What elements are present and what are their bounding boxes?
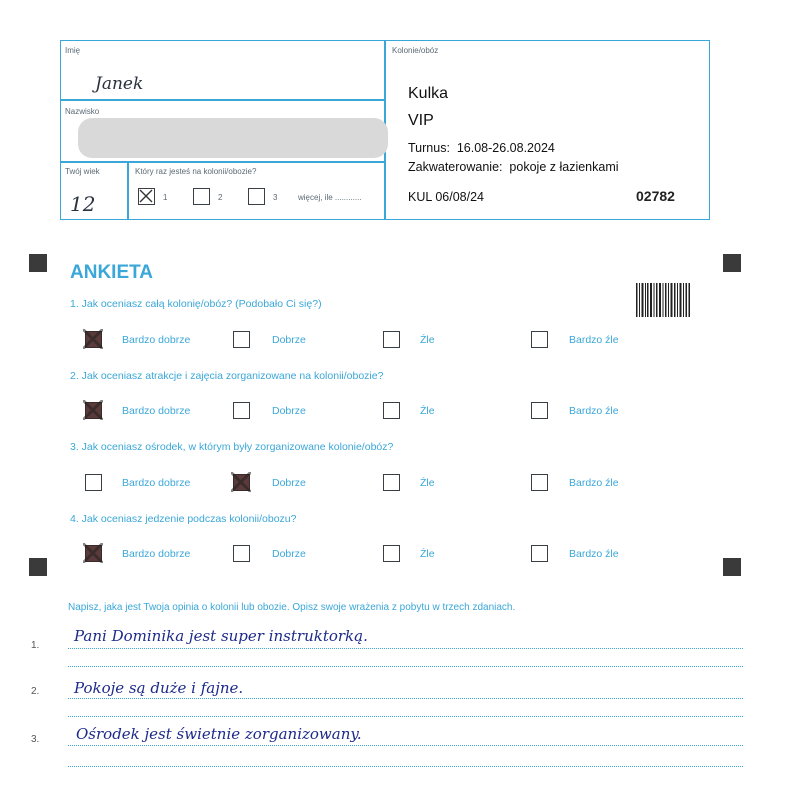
registration-marker	[29, 558, 47, 576]
camp-type: VIP	[408, 112, 434, 129]
imie-label: Imię	[65, 46, 81, 55]
answer-3[interactable]: Ośrodek jest świetnie zorganizowany.	[76, 725, 362, 743]
q2-option-label: Dobrze	[272, 405, 306, 417]
visit-checkbox-3[interactable]	[248, 188, 265, 205]
q1-option-label: Źle	[420, 334, 435, 346]
q1-bardzo-dobrze-checkbox[interactable]	[85, 331, 102, 348]
q1-dobrze-checkbox[interactable]	[233, 331, 250, 348]
camp-code: KUL 06/08/24	[408, 190, 484, 204]
survey-title: ANKIETA	[70, 262, 154, 283]
form-line	[60, 161, 385, 163]
line-number-3: 3.	[31, 734, 40, 745]
form-number: 02782	[636, 188, 675, 204]
wiecej-label: więcej, ile ............	[298, 193, 362, 202]
visit-option-3: 3	[273, 193, 278, 202]
visit-option-1: 1	[163, 193, 168, 202]
answer-2[interactable]: Pokoje są duże i fajne.	[74, 679, 244, 697]
q1-option-label: Bardzo dobrze	[122, 334, 191, 346]
q1-zle-checkbox[interactable]	[383, 331, 400, 348]
question-4: 4. Jak oceniasz jedzenie podczas kolonii/obozu?	[70, 513, 297, 525]
q4-option-label: Źle	[420, 548, 435, 560]
question-2: 2. Jak oceniasz atrakcje i zajęcia zorganizowane na kolonii/obozie?	[70, 370, 384, 382]
q2-bardzo-zle-checkbox[interactable]	[531, 402, 548, 419]
visit-checkbox-2[interactable]	[193, 188, 210, 205]
visit-checkbox-1[interactable]	[138, 188, 155, 205]
q3-dobrze-checkbox[interactable]	[233, 474, 250, 491]
q4-zle-checkbox[interactable]	[383, 545, 400, 562]
zakwaterowanie: Zakwaterowanie: pokoje z łazienkami	[408, 160, 619, 174]
ktory-raz-label: Który raz jesteś na kolonii/obozie?	[135, 167, 257, 176]
registration-marker	[723, 254, 741, 272]
imie-value[interactable]: Janek	[95, 74, 144, 94]
q4-bardzo-dobrze-checkbox[interactable]	[85, 545, 102, 562]
q3-option-label: Bardzo dobrze	[122, 477, 191, 489]
q4-option-label: Dobrze	[272, 548, 306, 560]
answer-line	[68, 766, 743, 767]
q2-dobrze-checkbox[interactable]	[233, 402, 250, 419]
q2-zle-checkbox[interactable]	[383, 402, 400, 419]
q2-option-label: Źle	[420, 405, 435, 417]
registration-marker	[723, 558, 741, 576]
answer-line	[68, 666, 743, 667]
q3-option-label: Bardzo źle	[569, 477, 619, 489]
registration-marker	[29, 254, 47, 272]
x-mark-icon	[139, 189, 153, 203]
answer-1[interactable]: Pani Dominika jest super instruktorką.	[74, 627, 368, 645]
opinion-prompt: Napisz, jaka jest Twoja opinia o kolonii lub obozie. Opisz swoje wrażenia z pobytu w trzech zdaniach.	[68, 602, 516, 613]
answer-line	[68, 698, 743, 699]
visit-option-2: 2	[218, 193, 223, 202]
q2-option-label: Bardzo dobrze	[122, 405, 191, 417]
barcode	[636, 283, 690, 317]
q3-option-label: Dobrze	[272, 477, 306, 489]
q1-option-label: Bardzo źle	[569, 334, 619, 346]
q2-option-label: Bardzo źle	[569, 405, 619, 417]
q4-option-label: Bardzo źle	[569, 548, 619, 560]
answer-line	[68, 745, 743, 746]
turnus: Turnus: 16.08-26.08.2024	[408, 141, 555, 155]
camp-name: Kulka	[408, 85, 449, 102]
q4-option-label: Bardzo dobrze	[122, 548, 191, 560]
q4-dobrze-checkbox[interactable]	[233, 545, 250, 562]
line-number-1: 1.	[31, 640, 40, 651]
answer-line	[68, 648, 743, 649]
nazwisko-label: Nazwisko	[65, 107, 100, 116]
q3-zle-checkbox[interactable]	[383, 474, 400, 491]
q1-bardzo-zle-checkbox[interactable]	[531, 331, 548, 348]
q4-bardzo-zle-checkbox[interactable]	[531, 545, 548, 562]
form-line	[60, 99, 385, 101]
q1-option-label: Dobrze	[272, 334, 306, 346]
question-3: 3. Jak oceniasz ośrodek, w którym były zorganizowane kolonie/obóz?	[70, 441, 394, 453]
form-line	[127, 161, 129, 220]
nazwisko-redacted	[78, 118, 388, 158]
line-number-2: 2.	[31, 686, 40, 697]
barcode-icon	[636, 283, 690, 317]
kolonie-label: Kolonie/obóz	[392, 46, 439, 55]
q3-bardzo-dobrze-checkbox[interactable]	[85, 474, 102, 491]
q3-option-label: Źle	[420, 477, 435, 489]
wiek-value[interactable]: 12	[70, 192, 96, 216]
wiek-label: Twój wiek	[65, 167, 100, 176]
answer-line	[68, 716, 743, 717]
q3-bardzo-zle-checkbox[interactable]	[531, 474, 548, 491]
question-1: 1. Jak oceniasz całą kolonię/obóz? (Podobało Ci się?)	[70, 298, 322, 310]
q2-bardzo-dobrze-checkbox[interactable]	[85, 402, 102, 419]
